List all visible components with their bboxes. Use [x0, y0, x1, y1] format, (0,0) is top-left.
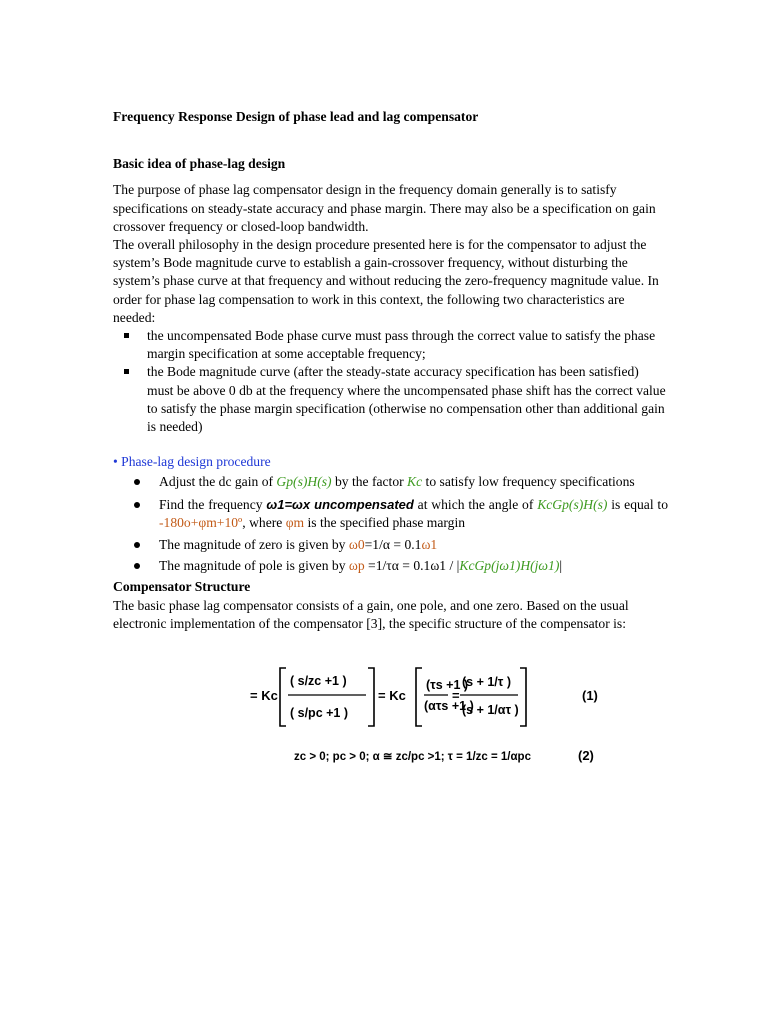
list-item: the Bode magnitude curve (after the steady-state accuracy specification has been satisfied) must be above 0 db at the frequency where the uncompensated phase shift has the correct value to satisfy the phase margin specification (otherwise no compensation other than additional gain is needed): [113, 363, 668, 436]
bullet-dot-icon: [134, 479, 140, 485]
paragraph-structure: The basic phase lag compensator consists of a gain, one pole, and one zero. Based on the usual electronic implementation of the compensator [3], the specific structure of the compensator is:: [113, 597, 629, 631]
equation-1-denominator-2: (ατs +1 ): [424, 699, 474, 713]
equation-1-lhs: = Kc: [250, 688, 278, 703]
procedure-step-dc-gain: Adjust the dc gain of Gp(s)H(s) by the factor Kc to satisfy low frequency specifications: [113, 473, 668, 491]
equation-2-text: zc > 0; pc > 0; α ≅ zc/pc >1; τ = 1/zc = 1/αpc: [294, 751, 531, 763]
procedure-step-zero: The magnitude of zero is given by ω0=1/α = 0.1ω1: [113, 536, 668, 554]
equation-1-denominator-3: (s + 1/ατ ): [462, 703, 519, 717]
equation-1: [240, 662, 620, 732]
characteristics-list: [113, 327, 668, 436]
equation-1-numerator-1: ( s/zc +1 ): [290, 674, 347, 688]
equation-1-denominator-1: ( s/pc +1 ): [290, 706, 349, 720]
document-title: Frequency Response Design of phase lead and lag compensator: [113, 109, 479, 124]
omega-uncompensated-symbol: ω1=ωx uncompensated: [266, 496, 414, 512]
procedure-steps: [113, 473, 668, 575]
document-page: [113, 108, 668, 633]
bullet-dot-icon: [134, 542, 140, 548]
equation-2: [290, 738, 610, 778]
equation-1-mid: = Kc: [378, 688, 406, 703]
procedure-heading: • Phase-lag design procedure: [113, 454, 271, 470]
equation-1-numerator-2: (τs +1 ): [426, 678, 469, 692]
list-item: the uncompensated Bode phase curve must pass through the correct value to satisfy the phase margin specification at some acceptable frequency;: [113, 327, 668, 363]
equation-1-numerator-3: (s + 1/τ ): [462, 675, 511, 689]
equation-1-label: (1): [582, 688, 598, 703]
bullet-dot-icon: [134, 563, 140, 569]
equation-2-label: (2): [578, 748, 594, 763]
bullet-dot-icon: [134, 502, 140, 508]
paragraph-purpose: The purpose of phase lag compensator design in the frequency domain generally is to satisfy specifications on steady-state accuracy and phase margin. There may also be a specification on gain crossover frequency or closed-loop bandwidth.: [113, 182, 656, 234]
square-bullet-icon: [124, 333, 129, 338]
section-heading-compensator-structure: Compensator Structure: [113, 579, 251, 595]
equation-1-equals: =: [452, 688, 460, 703]
procedure-step-frequency: Find the frequency ω1=ωx uncompensated at which the angle of KcGp(s)H(s) is equal to -180o+φm+10º, where φm is the specified phase margin: [113, 496, 668, 532]
paragraph-philosophy: The overall philosophy in the design procedure presented here is for the compensator to adjust the system’s Bode magnitude curve to establish a gain-crossover frequency, without disturbing the system’s phase curve at that frequency and without reducing the zero-frequency magnitude value. In order for phase lag compensation to work in this context, the following two characteristics are needed:: [113, 237, 659, 325]
procedure-step-pole: The magnitude of pole is given by ωp =1/τα = 0.1ω1 / |KcGp(jω1)H(jω1)|: [113, 557, 668, 575]
square-bullet-icon: [124, 369, 129, 374]
section-heading-phase-lag-idea: Basic idea of phase-lag design: [113, 156, 286, 172]
